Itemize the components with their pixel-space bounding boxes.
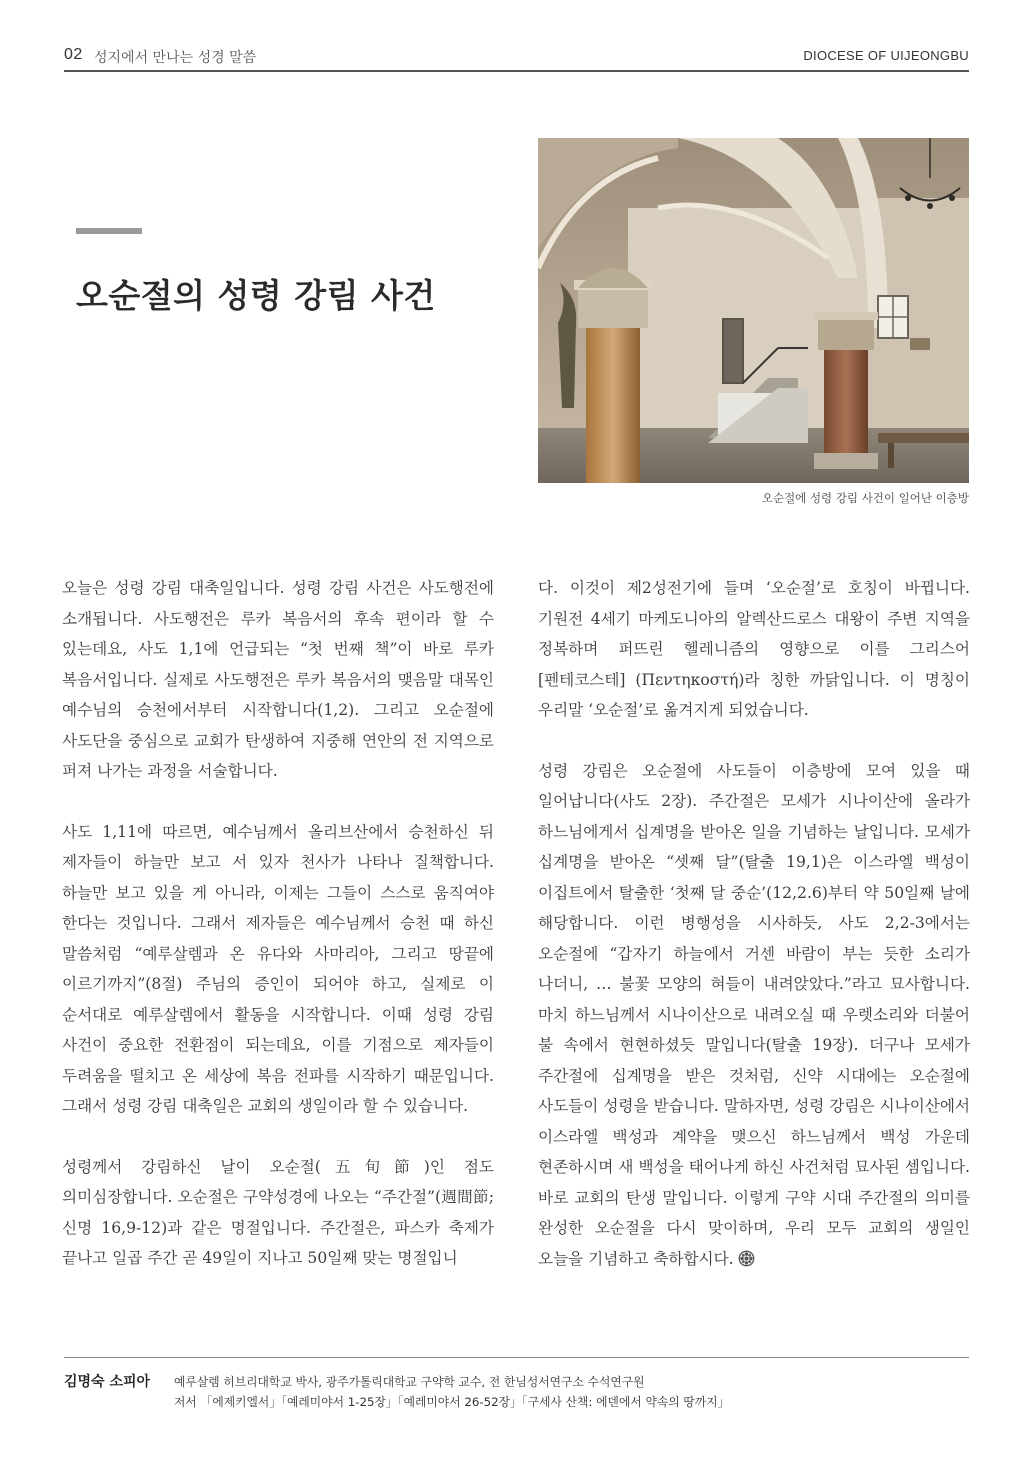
publisher-name: DIOCESE OF UIJEONGBU [803,48,969,63]
photo-caption: 오순절에 성령 강림 사건이 일어난 이층방 [761,491,969,505]
body-paragraph: 성령께서 강림하신 날이 오순절(五旬節)인 점도 의미심장합니다. 오순절은 구약성경에 나오는 “주간절”(週間節; 신명 16,9-12)과 같은 명절입니다. 주간절은, 파스카 축제가 끝나고 일곱 주간 곧 49일이 지나고 50일째 맞는 명절입니 [62,1157,494,1267]
author-credentials: 예루살렘 히브리대학교 박사, 광주가톨릭대학교 구약학 교수, 전 한님성서연구소 수석연구원 [174,1375,645,1389]
title-accent-bar [76,228,142,234]
author-bio [174,1372,729,1412]
article-title: 오순절의 성령 강림 사건 [76,276,436,315]
end-mark-icon [738,1250,755,1267]
author-name: 김명숙 소피아 [64,1374,151,1390]
header-divider [64,70,969,72]
body-paragraph-text: 성령 강림은 오순절에 사도들이 이층방에 모여 있을 때 일어납니다(사도 2장). 주간절은 모세가 시나이산에 올라가 하느님에게서 십계명을 받아온 일을 기념하는 날입니다. 모세가 십계명을 받아온 “셋째 달”(탈출 19,1)은 이스라엘 백성이 이집트에서 탈출한 ‘첫째 달 중순’(12,2.6)부터 약 50일째 날에 해당합니다. 이런 병행성을 시사하듯, 사도 2,2-3에서는 오순절에 “갑자기 하늘에서 거센 바람이 부는 듯한 소리가 나더니, … 불꽃 모양의 혀들이 내려앉았다.”라고 묘사합니다. 마치 하느님께서 시나이산으로 내려오실 때 우렛소리와 더불어 불 속에서 현현하셨듯 말입니다(탈출 19장). 더구나 모세가 주간절에 십계명을 받은 것처럼, 신약 시대에는 오순절에 사도들이 성령을 받습니다. 말하자면, 성령 강림은 시나이산에서 이스라엘 백성과 계약을 맺으신 하느님께서 백성 가운데 현존하시며 새 백성을 태어나게 하신 사건처럼 묘사된 셈입니다. 바로 교회의 탄생 말입니다. 이렇게 구약 시대 주간절의 의미를 완성한 오순절을 다시 맞이하며, 우리 모두 교회의 생일인 오늘을 기념하고 축하합시다. [538,761,970,1268]
page-header [64,46,969,70]
author-publications: 저서 「에제키엘서」「예레미야서 1-25장」「예레미야서 26-52장」「구세사 산책: 에덴에서 약속의 땅까지」 [174,1395,730,1409]
running-title: 성지에서 만나는 성경 말씀 [94,50,257,66]
body-paragraph: 다. 이것이 제2성전기에 들며 ‘오순절’로 호칭이 바뀝니다. 기원전 4세기 마케도니아의 알렉산드로스 대왕이 주변 지역을 정복하며 퍼뜨린 헬레니즘의 영향으로 이를 그리스어 [펜테코스테] (Πεντηκοστή)라 칭한 까닭입니다. 이 명칭이 우리말 ‘오순절’로 옮겨지게 되었습니다. [538,579,970,719]
body-column-right [538,573,970,1304]
upper-room-photo [538,138,969,483]
body-paragraph: 오늘은 성령 강림 대축일입니다. 성령 강림 사건은 사도행전에 소개됩니다. 사도행전은 루카 복음서의 후속 편이라 할 수 있는데요, 사도 1,1에 언급되는 “첫 번째 책”이 바로 루카 복음서입니다. 실제로 사도행전은 루카 복음서의 맺음말 대목인 예수님의 승천에서부터 시작합니다(1,2). 그리고 오순절에 사도단을 중심으로 교회가 탄생하여 지중해 연안의 전 지역으로 퍼져 나가는 과정을 서술합니다. [62,579,494,780]
footer-divider [64,1357,969,1358]
body-paragraph: 사도 1,11에 따르면, 예수님께서 올리브산에서 승천하신 뒤 제자들이 하늘만 보고 서 있자 천사가 나타나 질책합니다. 하늘만 보고 있을 게 아니라, 이제는 그들이 스스로 움직여야 한다는 것입니다. 그래서 제자들은 예수님께서 승천 때 하신 말씀처럼 “예루살렘과 온 유다와 사마리아, 그리고 땅끝에 이르기까지”(8절) 주님의 증인이 되어야 하고, 실제로 이 순서대로 예루살렘에서 활동을 시작합니다. 이때 성령 강림 사건이 중요한 전환점이 되는데요, 이를 기점으로 제자들이 두려움을 떨치고 온 세상에 복음 전파를 시작하기 때문입니다. 그래서 성령 강림 대축일은 교회의 생일이라 할 수 있습니다. [62,822,494,1115]
page-number: 02 [64,46,83,63]
body-column-left [62,573,494,1304]
body-paragraph-last [538,756,970,1275]
